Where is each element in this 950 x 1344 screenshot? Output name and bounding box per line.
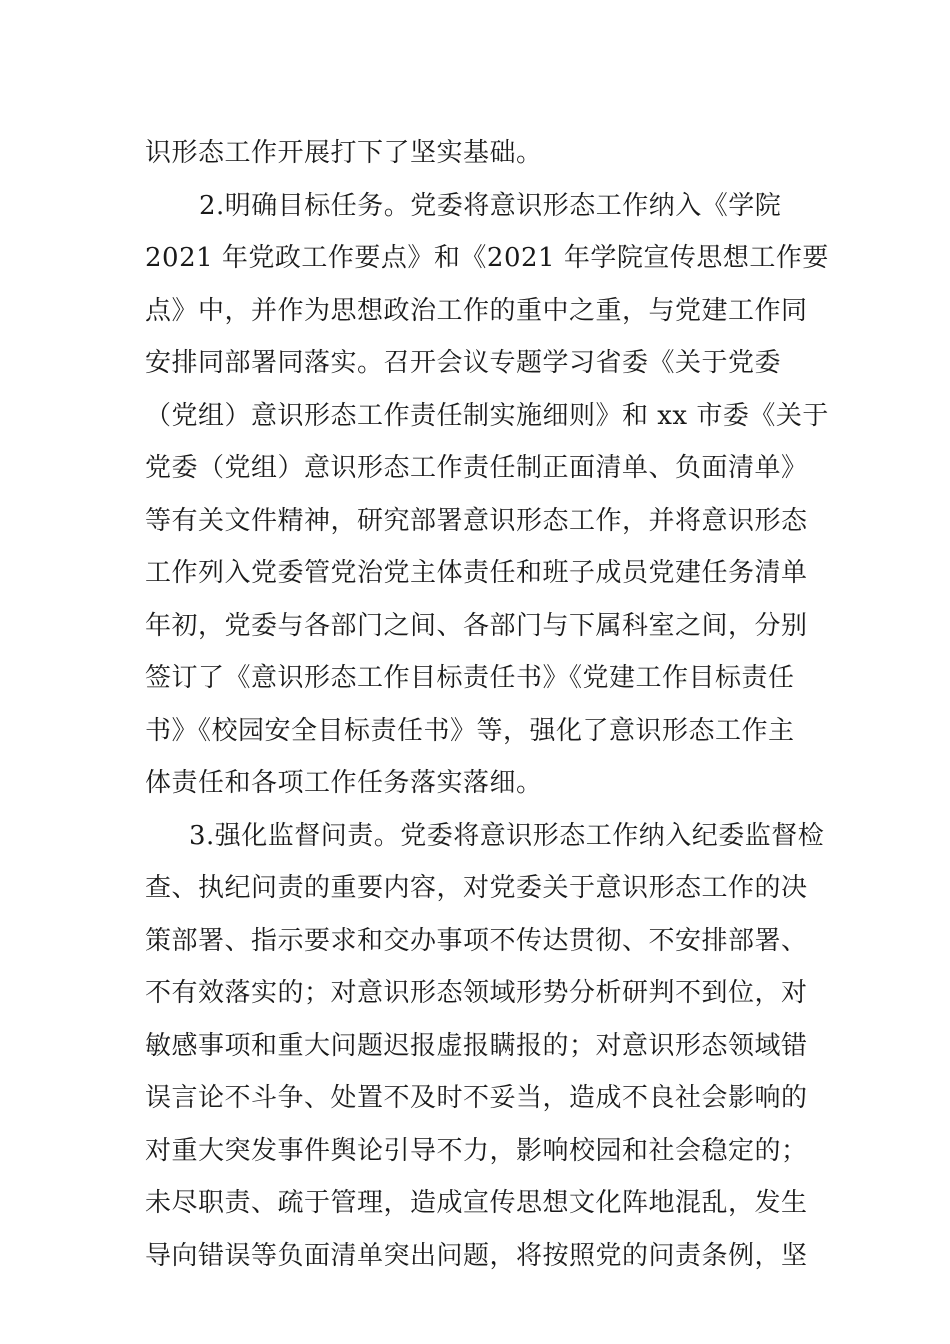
text-line: （党组）意识形态工作责任制实施细则》和 xx 市委《关于 <box>145 400 829 431</box>
text-line: 查、执纪问责的重要内容，对党委关于意识形态工作的决 <box>145 873 808 903</box>
text-line: 2.明确目标任务。党委将意识形态工作纳入《学院 <box>199 190 782 221</box>
text-line: 体责任和各项工作任务落实落细。 <box>145 768 543 798</box>
text-line: 工作列入党委管党治党主体责任和班子成员党建任务清单 <box>145 558 808 588</box>
body-text <box>145 127 829 1282</box>
text-line: 点》中，并作为思想政治工作的重中之重，与党建工作同 <box>145 295 808 326</box>
text-line: 签订了《意识形态工作目标责任书》《党建工作目标责任 <box>145 663 795 693</box>
text-line: 书》《校园安全目标责任书》等，强化了意识形态工作主 <box>145 715 795 746</box>
text-line: 3.强化监督问责。党委将意识形态工作纳入纪委监督检 <box>189 820 825 851</box>
text-line: 未尽职责、疏于管理，造成宣传思想文化阵地混乱，发生 <box>145 1188 808 1218</box>
text-line: 敏感事项和重大问题迟报虚报瞒报的；对意识形态领域错 <box>145 1030 808 1061</box>
text-line: 安排同部署同落实。召开会议专题学习省委《关于党委 <box>145 348 782 378</box>
text-line: 年初，党委与各部门之间、各部门与下属科室之间，分别 <box>145 610 808 641</box>
text-line: 识形态工作开展打下了坚实基础。 <box>145 138 543 168</box>
text-line: 党委（党组）意识形态工作责任制正面清单、负面清单》 <box>145 453 808 483</box>
text-line: 等有关文件精神，研究部署意识形态工作，并将意识形态 <box>145 505 808 536</box>
text-line: 2021 年党政工作要点》和《2021 年学院宣传思想工作要 <box>145 243 829 273</box>
text-line: 策部署、指示要求和交办事项不传达贯彻、不安排部署、 <box>145 925 808 956</box>
text-line: 误言论不斗争、处置不及时不妥当，造成不良社会影响的 <box>145 1083 808 1113</box>
text-line: 对重大突发事件舆论引导不力，影响校园和社会稳定的； <box>145 1135 808 1166</box>
text-line: 不有效落实的；对意识形态领域形势分析研判不到位，对 <box>145 978 808 1008</box>
text-line: 导向错误等负面清单突出问题，将按照党的问责条例，坚 <box>145 1240 808 1271</box>
